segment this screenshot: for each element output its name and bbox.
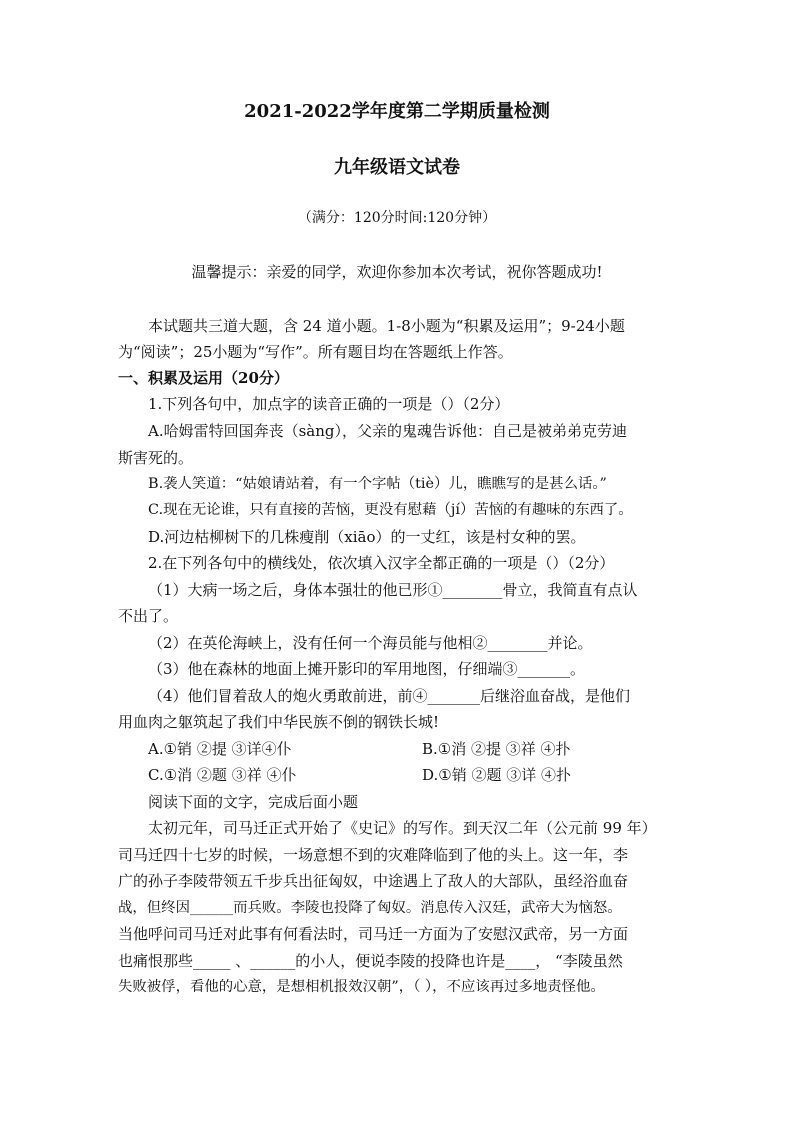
intro-line-2: 为“阅读”；25小题为“写作”。所有题目均在答题纸上作答。 xyxy=(118,343,513,361)
question-2-sentence-3: （3）他在森林的地面上摊开影印的军用地图，仔细端③_______。 xyxy=(148,660,586,678)
question-1-option-c: C.现在无论谁，只有直接的苦恼，更没有慰藉（jí）苦恼的有趣味的东西了。 xyxy=(148,502,633,518)
intro-line-1: 本试题共三道大题，含 24 道小题。1-8小题为“积累及运用”；9-24小题 xyxy=(148,317,625,335)
reading-passage-line-2: 司马迁四十七岁的时候，一场意想不到的灾难降临到了他的头上。这一年，李 xyxy=(118,846,629,864)
exam-title: 2021-2022学年度第二学期质量检测 xyxy=(244,101,550,122)
question-1-option-b: B.袭人笑道：“姑娘请站着，有一个字帖（tiè）儿，瞧瞧写的是甚么话。” xyxy=(148,476,607,492)
reading-passage-line-6: 也痛恨那些_____ 、______的小人，便说李陵的投降也许是____， “李陵虽然 xyxy=(118,952,623,970)
question-1-stem: 1.下列各句中，加点字的读音正确的一项是（）（2分） xyxy=(148,395,510,413)
question-2-option-a: A.①销 ②提 ③详④仆 xyxy=(148,740,292,758)
question-2-sentence-1-line-2: 不出了。 xyxy=(118,607,179,625)
question-1-option-d: D.河边枯柳树下的几株瘦削（xiāo）的一丈红，该是村女种的罢。 xyxy=(148,528,586,546)
question-2-sentence-1-line-1: （1）大病一场之后，身体本强壮的他已形①________骨立，我简直有点认 xyxy=(148,581,638,599)
question-2-sentence-4-line-1: （4）他们冒着敌人的炮火勇敢前进，前④_______后继浴血奋战，是他们 xyxy=(148,687,631,705)
reading-passage-line-5: 当他呼问司马迁对此事有何看法时，司马迁一方面为了安慰汉武帝，另一方面 xyxy=(118,925,629,943)
question-2-option-d: D.①销 ②题 ③详 ④扑 xyxy=(422,766,572,784)
reading-prompt: 阅读下面的文字，完成后面小题 xyxy=(148,793,359,811)
question-2-option-b: B.①消 ②提 ③祥 ④扑 xyxy=(422,740,571,758)
question-2-sentence-2: （2）在英伦海峡上，没有任何一个海员能与他相②________并论。 xyxy=(148,634,593,652)
reading-passage-line-3: 广的孙子李陵带领五千步兵出征匈奴，中途遇上了敌人的大部队，虽经浴血奋 xyxy=(118,872,629,890)
exam-tip: 温馨提示：亲爱的同学，欢迎你参加本次考试，祝你答题成功! xyxy=(191,263,603,281)
question-2-stem: 2.在下列各句中的横线处，依次填入汉字全都正确的一项是（）（2分） xyxy=(148,554,615,572)
question-1-option-a-line-2: 斯害死的。 xyxy=(118,449,194,467)
section-heading: 一、积累及运用（20分） xyxy=(118,369,289,387)
reading-passage-line-4: 战，但终因______而兵败。李陵也投降了匈奴。消息传入汉廷，武帝大为恼怒。 xyxy=(118,900,622,916)
reading-passage-line-1: 太初元年，司马迁正式开始了《史记》的写作。到天汉二年（公元前 99 年） xyxy=(148,819,657,837)
reading-passage-line-7: 失败被俘，看他的心意，是想相机报效汉朝”，（ ），不应该再过多地责怪他。 xyxy=(118,979,605,995)
question-2-option-c: C.①消 ②题 ③祥 ④仆 xyxy=(148,766,297,784)
exam-subtitle: 九年级语文试卷 xyxy=(334,157,460,178)
score-info: （满分：120分时间:120分钟） xyxy=(297,210,497,226)
question-2-sentence-4-line-2: 用血肉之躯筑起了我们中华民族不倒的钢铁长城! xyxy=(118,713,440,731)
question-1-option-a-line-1: A.哈姆雷特回国奔丧（sàng），父亲的鬼魂告诉他：自己是被弟弟克劳迪 xyxy=(148,422,628,440)
